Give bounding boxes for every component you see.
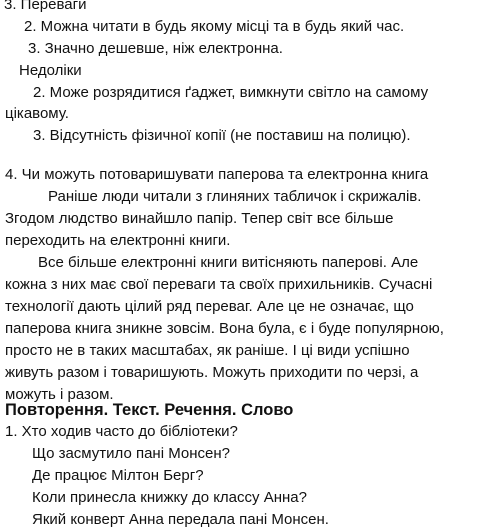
review-heading: Повторення. Текст. Речення. Слово [5,401,294,419]
section3-title: 3. Переваги [4,0,87,13]
paragraph2-line: живуть разом і товаришують. Можуть приходити по черзі, а [5,364,419,381]
paragraph2-line: просто не в таких масштабах, як раніше. І ці види успішно [5,342,410,359]
section4-question: 4. Чи можуть потоваришувати паперова та електронна книга [5,166,429,183]
review-question: Який конверт Анна передала пані Монсен. [32,511,329,528]
review-question: Де працює Мілтон Берг? [32,467,204,484]
paragraph2-line: кожна з них має свої переваги та своїх прихильників. Сучасні [5,276,433,293]
paragraph1-line: Раніше люди читали з глиняних табличок і скрижалів. [48,188,422,205]
paragraph2-line: можуть і разом. [5,386,114,403]
disadvantage-item-2-cont: цікавому. [5,105,69,122]
paragraph2-line: Все більше електронні книги витісняють паперові. Але [38,254,419,271]
disadvantage-item-3: 3. Відсутність фізичної копії (не поставиш на полицю). [33,127,411,144]
paragraph2-line: технології дають цілий ряд переваг. Але це не означає, що [5,298,414,315]
review-question: Коли принесла книжку до классу Анна? [32,489,307,506]
disadvantage-item-2: 2. Може розрядитися ґаджет, вимкнути світло на самому [33,84,429,101]
review-question: 1. Хто ходив часто до бібліотеки? [5,423,238,440]
paragraph1-line: Згодом людство винайшло папір. Тепер світ все більше [5,210,394,227]
paragraph1-line: переходить на електронні книги. [5,232,231,249]
advantage-item-2: 2. Можна читати в будь якому місці та в будь який час. [24,18,405,35]
review-question: Що засмутило пані Монсен? [32,445,230,462]
advantage-item-3: 3. Значно дешевше, ніж електронна. [28,40,283,57]
paragraph2-line: паперова книга зникне зовсім. Вона була, є і буде популярною, [5,320,444,337]
disadvantages-title: Недоліки [19,62,82,79]
